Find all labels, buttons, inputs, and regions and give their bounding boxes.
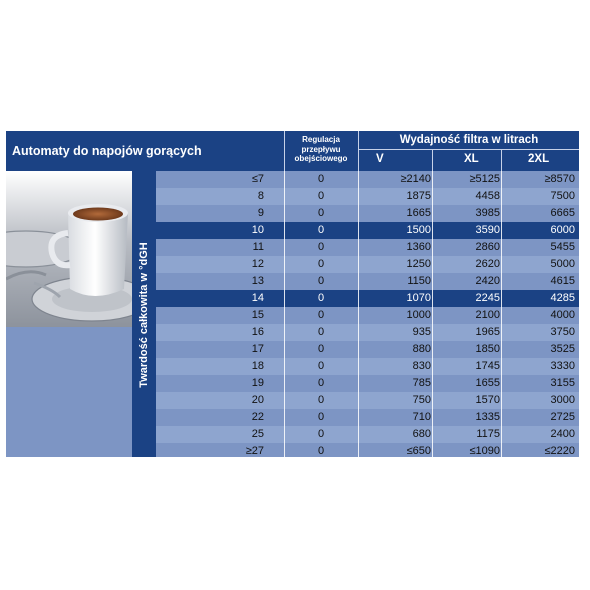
bypass-cell: 0 (317, 275, 325, 287)
table-header (6, 131, 579, 171)
capacity-2xl-cell: 3750 (550, 326, 575, 338)
capacity-2xl-cell: 4000 (550, 309, 575, 321)
bypass-cell: 0 (317, 241, 325, 253)
capacity-2xl-cell: 6665 (550, 207, 575, 219)
capacity-xl-cell: ≤1090 (469, 445, 500, 457)
capacity-2xl-cell: 7500 (550, 190, 575, 202)
capacity-xl-cell: 1850 (475, 343, 500, 355)
bypass-cell: 0 (317, 173, 325, 185)
capacity-v-cell: 880 (412, 343, 431, 355)
column-header-v: V (376, 153, 384, 165)
column-divider (501, 171, 502, 457)
bypass-cell: 0 (317, 224, 325, 236)
column-header-2xl: 2XL (528, 153, 550, 165)
table-row (156, 188, 579, 205)
column-header-xl: XL (464, 153, 479, 165)
capacity-xl-cell: 2245 (475, 292, 500, 304)
capacity-xl-cell: 1965 (475, 326, 500, 338)
capacity-xl-cell: 1745 (475, 360, 500, 372)
hardness-cell: 16 (251, 326, 264, 338)
capacity-v-cell: 1360 (406, 241, 431, 253)
capacity-xl-cell: 4458 (475, 190, 500, 202)
capacity-2xl-cell: 3155 (550, 377, 575, 389)
table-row (156, 409, 579, 426)
header-divider (432, 149, 433, 171)
table-row (156, 222, 579, 239)
capacity-2xl-cell: 6000 (550, 224, 575, 236)
capacity-xl-cell: 3985 (475, 207, 500, 219)
column-divider (284, 171, 285, 457)
hardness-cell: 9 (257, 207, 264, 219)
filter-capacity-table (6, 131, 579, 457)
bypass-cell: 0 (317, 411, 325, 423)
hardness-cell: 18 (251, 360, 264, 372)
table-row (156, 358, 579, 375)
capacity-v-cell: 1875 (406, 190, 431, 202)
hardness-cell: 13 (251, 275, 264, 287)
hardness-cell: ≤7 (251, 173, 264, 185)
bypass-cell: 0 (317, 190, 325, 202)
capacity-v-cell: ≤650 (406, 445, 431, 457)
capacity-v-cell: 1250 (406, 258, 431, 270)
capacity-v-cell: 1070 (406, 292, 431, 304)
header-subdivider (359, 149, 579, 150)
capacity-v-cell: 1500 (406, 224, 431, 236)
table-row (156, 426, 579, 443)
capacity-xl-cell: 3590 (475, 224, 500, 236)
column-divider (432, 171, 433, 457)
hardness-cell: 17 (251, 343, 264, 355)
bypass-cell: 0 (317, 377, 325, 389)
capacity-2xl-cell: 5455 (550, 241, 575, 253)
hardness-cell: 20 (251, 394, 264, 406)
capacity-2xl-cell: 2400 (550, 428, 575, 440)
hardness-cell: 22 (251, 411, 264, 423)
bypass-cell: 0 (317, 343, 325, 355)
table-row (156, 290, 579, 307)
capacity-xl-cell: ≥5125 (469, 173, 500, 185)
capacity-xl-cell: 2860 (475, 241, 500, 253)
capacity-v-cell: 710 (412, 411, 431, 423)
filter-capacity-header: Wydajność filtra w litrach (399, 134, 539, 146)
hardness-cell: 8 (257, 190, 264, 202)
capacity-2xl-cell: 3330 (550, 360, 575, 372)
table-row (156, 239, 579, 256)
bypass-header-line-3: obejściowego (294, 154, 348, 163)
capacity-v-cell: 680 (412, 428, 431, 440)
bypass-cell: 0 (317, 445, 325, 457)
table-row (156, 341, 579, 358)
capacity-2xl-cell: 3000 (550, 394, 575, 406)
hardness-cell: 15 (251, 309, 264, 321)
capacity-2xl-cell: 2725 (550, 411, 575, 423)
header-divider (501, 149, 502, 171)
capacity-xl-cell: 1335 (475, 411, 500, 423)
bypass-cell: 0 (317, 360, 325, 372)
capacity-2xl-cell: 3525 (550, 343, 575, 355)
capacity-2xl-cell: ≥8570 (544, 173, 575, 185)
table-row (156, 324, 579, 341)
bypass-cell: 0 (317, 258, 325, 270)
capacity-xl-cell: 1570 (475, 394, 500, 406)
capacity-2xl-cell: ≤2220 (544, 445, 575, 457)
capacity-v-cell: 1665 (406, 207, 431, 219)
capacity-xl-cell: 2100 (475, 309, 500, 321)
capacity-2xl-cell: 5000 (550, 258, 575, 270)
column-divider (358, 171, 359, 457)
capacity-xl-cell: 2420 (475, 275, 500, 287)
capacity-xl-cell: 1655 (475, 377, 500, 389)
hardness-cell: ≥27 (245, 445, 264, 457)
capacity-2xl-cell: 4615 (550, 275, 575, 287)
bypass-cell: 0 (317, 428, 325, 440)
capacity-v-cell: 1000 (406, 309, 431, 321)
coffee-cup-photo (6, 171, 132, 327)
hardness-cell: 14 (251, 292, 264, 304)
bypass-cell: 0 (317, 394, 325, 406)
table-body (156, 171, 579, 460)
hardness-axis-label: Twardość całkowita w °dGH (138, 242, 150, 388)
capacity-v-cell: 750 (412, 394, 431, 406)
table-row (156, 375, 579, 392)
bypass-cell: 0 (317, 309, 325, 321)
table-row (156, 205, 579, 222)
bypass-regulation-header (285, 135, 357, 164)
bypass-header-line-2: przepływu (301, 144, 341, 154)
bypass-cell: 0 (317, 326, 325, 338)
bypass-cell: 0 (317, 292, 325, 304)
capacity-v-cell: 1150 (407, 275, 431, 287)
capacity-xl-cell: 1175 (476, 428, 500, 440)
capacity-v-cell: 935 (412, 326, 431, 338)
table-row (156, 171, 579, 188)
hardness-cell: 10 (251, 224, 264, 236)
table-row (156, 392, 579, 409)
hardness-cell: 25 (251, 428, 264, 440)
hardness-cell: 12 (251, 258, 264, 270)
capacity-v-cell: 830 (412, 360, 431, 372)
capacity-2xl-cell: 4285 (550, 292, 575, 304)
table-title: Automaty do napojów gorących (12, 144, 202, 158)
hardness-cell: 19 (251, 377, 264, 389)
bypass-header-line-1: Regulacja (302, 135, 340, 144)
capacity-v-cell: ≥2140 (400, 173, 431, 185)
hardness-axis-band (132, 171, 156, 457)
table-row (156, 273, 579, 290)
bypass-cell: 0 (317, 207, 325, 219)
table-row (156, 256, 579, 273)
table-row (156, 307, 579, 324)
hardness-cell: 11 (252, 241, 264, 253)
capacity-xl-cell: 2620 (475, 258, 500, 270)
table-row (156, 443, 579, 460)
capacity-v-cell: 785 (412, 377, 431, 389)
